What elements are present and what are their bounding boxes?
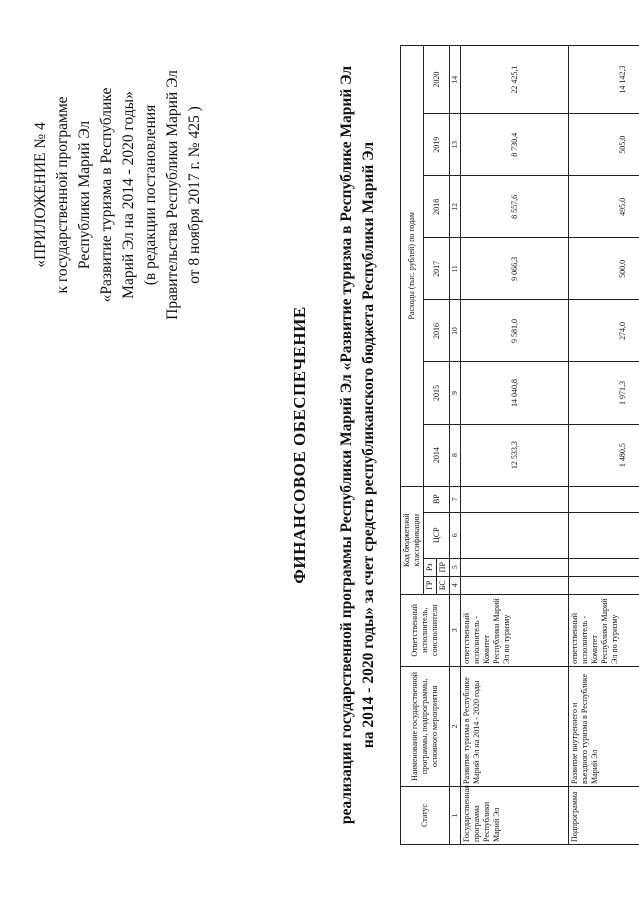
column-index: 6 (450, 512, 461, 558)
header-rz: Рз (424, 558, 437, 576)
header-gr: ГР (424, 576, 437, 594)
column-index: 1 (450, 786, 461, 844)
row-name: Развитие внутреннего и въездного туризма в Республике Марий Эл (569, 666, 639, 786)
row-gr (461, 576, 569, 594)
row-value: 495,0 (569, 176, 639, 238)
appendix-line: «Развитие туризма в Республике (98, 87, 115, 303)
header-year: 2017 (424, 238, 450, 300)
header-pr: ПР (437, 558, 450, 576)
header-year: 2015 (424, 362, 450, 424)
row-value: 9 066,3 (461, 238, 569, 300)
row-status: Государственная программа Республики Марий Эл (461, 786, 569, 844)
appendix-line: «ПРИЛОЖЕНИЕ № 4 (32, 122, 49, 268)
row-value: 1 480,5 (569, 424, 639, 486)
header-name: Наименование государственной программы, подпрограммы, основного мероприятия (401, 666, 450, 786)
column-index: 10 (450, 300, 461, 362)
row-executor: ответственный исполнитель - Комитет Республики Марий Эл по туризму (569, 594, 639, 666)
header-year: 2020 (424, 46, 450, 114)
column-index: 4 (450, 576, 461, 594)
row-value: 505,0 (569, 114, 639, 176)
table-row (461, 46, 569, 845)
header-bs: БС (437, 576, 450, 594)
title-main: ФИНАНСОВОЕ ОБЕСПЕЧЕНИЕ (290, 306, 309, 584)
row-value: 274,0 (569, 300, 639, 362)
header-year: 2018 (424, 176, 450, 238)
appendix-block (30, 45, 206, 345)
column-index-row (450, 46, 461, 845)
title-subtitle-line-2: на 2014 - 2020 годы» за счет средств республиканского бюджета Республики Марий Эл (360, 141, 377, 749)
table-header-row (401, 46, 424, 845)
row-name: Развитие туризма в Республике Марий Эл на 2014 - 2020 годы (461, 666, 569, 786)
row-value: 8 557,6 (461, 176, 569, 238)
document-title (290, 65, 380, 825)
appendix-line: (в редакции постановления (142, 104, 159, 286)
row-csr (569, 512, 639, 558)
appendix-line: Правительства Республики Марий Эл (164, 70, 181, 320)
row-rz (461, 558, 569, 576)
column-index: 12 (450, 176, 461, 238)
header-csr: ЦСР (424, 512, 450, 558)
finance-table (400, 45, 639, 845)
column-index: 14 (450, 46, 461, 114)
row-rz (569, 558, 639, 576)
appendix-line: к государственной программе (54, 96, 71, 294)
appendix-line: от 8 ноября 2017 г. № 425 ) (186, 106, 203, 284)
header-year: 2019 (424, 114, 450, 176)
table-row (569, 46, 639, 845)
row-vr (569, 486, 639, 512)
column-index: 2 (450, 666, 461, 786)
row-executor: ответственный исполнитель - Комитет Республики Марий Эл по туризму (461, 594, 569, 666)
row-value: 12 533,3 (461, 424, 569, 486)
header-status: Статус (401, 786, 450, 844)
row-value: 1 971,3 (569, 362, 639, 424)
row-vr (461, 486, 569, 512)
title-subtitle-line-1: реализации государственной программы Республики Марий Эл «Развитие туризма в Республике Марий Эл (338, 65, 355, 825)
header-year: 2016 (424, 300, 450, 362)
appendix-line: Республики Марий Эл (76, 120, 93, 270)
row-value: 14 142,3 (569, 46, 639, 114)
header-budget-code: Код бюджетной классификации (401, 486, 424, 594)
row-value: 14 040,8 (461, 362, 569, 424)
column-index: 13 (450, 114, 461, 176)
row-value: 500,0 (569, 238, 639, 300)
column-index: 7 (450, 486, 461, 512)
header-expenses: Расходы (тыс. рублей) по годам (401, 46, 424, 487)
column-index: 11 (450, 238, 461, 300)
appendix-line: Марий Эл на 2014 - 2020 годы» (120, 91, 137, 299)
row-value: 22 425,1 (461, 46, 569, 114)
header-year: 2014 (424, 424, 450, 486)
column-index: 3 (450, 594, 461, 666)
row-status: Подпрограмма (569, 786, 639, 844)
row-value: 8 730,4 (461, 114, 569, 176)
header-vr: ВР (424, 486, 450, 512)
header-executor: Ответственный исполнитель, соисполнители (401, 594, 450, 666)
row-gr (569, 576, 639, 594)
row-csr (461, 512, 569, 558)
column-index: 9 (450, 362, 461, 424)
column-index: 8 (450, 424, 461, 486)
row-value: 9 581,0 (461, 300, 569, 362)
column-index: 5 (450, 558, 461, 576)
